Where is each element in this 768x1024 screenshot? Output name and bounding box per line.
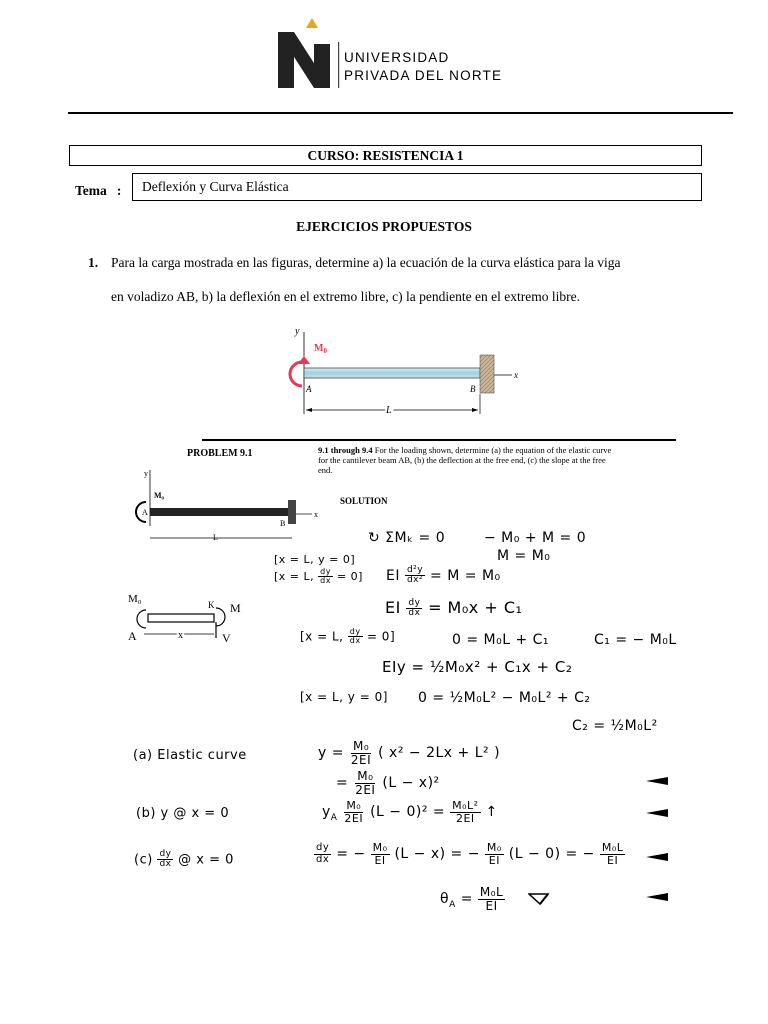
course-title: CURSO: RESISTENCIA 1	[69, 145, 702, 166]
eq-c2: 0 = ½M₀L² − M₀L² + C₂	[418, 690, 591, 706]
tema-label: Tema :	[75, 183, 122, 198]
part-a-label: (a) Elastic curve	[133, 748, 247, 763]
question-number: 1.	[88, 255, 99, 270]
question-line2: en voladizo AB, b) la deflexión en el extremo libre, c) la pendiente en el extremo libre.	[111, 289, 580, 304]
point-b: B	[470, 384, 476, 394]
part-b-eq: $y_A$ $\frac{\text{M₀}}{2EI}$ (L − 0)² = $\frac{\text{M₀L²}}{2EI}$ ↑	[322, 799, 498, 825]
solution-rule	[202, 439, 676, 441]
logo-accent	[306, 18, 318, 28]
bc4: [x = L, y = 0]	[300, 690, 388, 704]
point-a: A	[306, 384, 312, 394]
header-rule	[68, 112, 733, 114]
length-label: L	[386, 405, 392, 416]
eq-sum-moments: ↻ ΣMₖ = 0	[368, 530, 446, 546]
svg-text:B: B	[280, 519, 286, 528]
wall	[480, 355, 494, 393]
question-line1: Para la carga mostrada en las figuras, determine a) la ecuación de la curva elástica para la viga	[111, 255, 621, 270]
result-marker-b	[646, 808, 668, 818]
svg-text:L: L	[213, 533, 218, 542]
university-line2: PRIVADA DEL NORTE	[344, 68, 503, 83]
x-label: x	[514, 370, 518, 380]
svg-text:V: V	[222, 631, 231, 645]
eq-ei-d2y: EI $\frac{\text{d²y}}{\text{dx²}}$ = M = M₀	[386, 565, 501, 586]
eq-c1: 0 = M₀L + C₁	[452, 632, 550, 648]
eq-eiy: EIy = ½M₀x² + C₁x + C₂	[382, 658, 573, 676]
svg-text:M: M	[230, 601, 241, 615]
svg-text:x: x	[314, 510, 318, 519]
part-b-label: (b) y @ x = 0	[136, 806, 230, 821]
tema-value: Deflexión y Curva Elástica	[132, 173, 702, 201]
svg-text:A: A	[128, 629, 137, 643]
moment-arrow	[290, 362, 302, 386]
c1-value: C₁ = − M₀L	[594, 632, 677, 648]
result-marker-c	[646, 852, 668, 862]
university-line1: UNIVERSIDAD	[344, 50, 450, 65]
svg-text:K: K	[208, 600, 215, 610]
eq-ei-dy: EI $\frac{dy}{dx}$ = M₀x + C₁	[385, 597, 523, 618]
bc1: [x = L, y = 0]	[274, 553, 356, 566]
scan-beam-figure	[128, 466, 328, 546]
slope-icon	[528, 892, 550, 908]
svg-text:y: y	[144, 469, 148, 478]
problem-title: PROBLEM 9.1	[187, 448, 253, 459]
part-a-eq2: = $\frac{\text{M₀}}{2EI}$ (L − x)²	[336, 769, 440, 797]
theta-eq: $\theta_A$ = $\frac{\text{M₀L}}{EI}$	[440, 885, 504, 913]
problem-statement: 9.1 through 9.4 For the loading shown, determine (a) the equation of the elastic curve for the cantilever beam AB, (b) the deflection at the free end, (c) the slope at the free end.	[318, 445, 612, 475]
free-body-diagram	[126, 590, 246, 646]
svg-text:x: x	[178, 630, 183, 641]
svg-text:M₀: M₀	[154, 491, 164, 500]
bc3: [x = L, $\frac{dy}{dx}$ = 0]	[300, 627, 396, 646]
section-title: EJERCICIOS PROPUESTOS	[296, 219, 472, 234]
result-marker-d	[646, 892, 668, 902]
beam	[304, 368, 480, 378]
result-marker-a	[646, 776, 668, 786]
eq-m-equals-m0: M = M₀	[497, 548, 551, 564]
y-label: y	[295, 326, 300, 337]
beam-figure	[280, 322, 530, 422]
moment-label: $M_0$	[314, 343, 327, 355]
university-logo	[272, 14, 512, 94]
logo-n-right	[314, 44, 330, 88]
part-a-eq1: y = $\frac{\text{M₀}}{2EI}$ ( x² − 2Lx + L² )	[318, 739, 501, 767]
solution-label: SOLUTION	[340, 496, 388, 506]
svg-text:A: A	[142, 508, 148, 517]
part-c-eq: $\frac{dy}{dx}$ = − $\frac{\text{M₀}}{EI}$ (L − x) = − $\frac{\text{M₀}}{EI}$ (L − 0) = − $\frac{\text{M₀L}}{EI}$	[316, 841, 624, 867]
bc2: [x = L, $\frac{dy}{dx}$ = 0]	[274, 567, 363, 586]
eq-sum-result: − M₀ + M = 0	[484, 530, 587, 546]
part-c-label: (c) $\frac{dy}{dx}$ @ x = 0	[134, 849, 234, 870]
c2-value: C₂ = ½M₀L²	[572, 718, 658, 734]
svg-text:M₀: M₀	[128, 593, 142, 605]
